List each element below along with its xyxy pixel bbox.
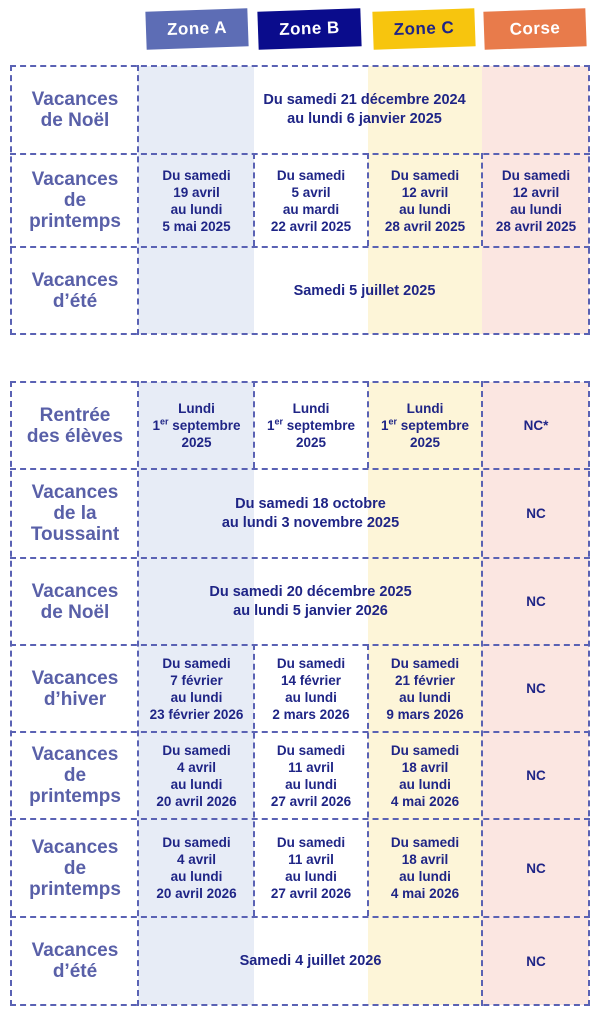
noel-2025-dates: Du samedi 20 décembre 2025 au lundi 5 janvier 2026	[209, 583, 412, 619]
hiver-corse: NC	[526, 681, 546, 696]
rentree-corse: NC*	[523, 418, 549, 433]
zone-a-tag: Zone A	[145, 8, 248, 50]
row-label-rentree: Rentrée des élèves	[26, 404, 124, 447]
printemps-2026-corse: NC	[526, 768, 546, 783]
toussaint-corse: NC	[526, 506, 546, 521]
noel-2024-dates: Du samedi 21 décembre 2024 au lundi 6 janvier 2025	[263, 92, 466, 127]
hiver-zone-c: Du samedi 21 février au lundi 9 mars 2026	[386, 655, 464, 722]
corse-tag: Corse	[483, 8, 586, 50]
printemps-2026-repeat-zone-b: Du samedi 11 avril au lundi 27 avril 2026	[270, 835, 352, 901]
row-label-hiver: Vacances d’hiver	[31, 667, 119, 710]
printemps-2025-corse: Du samedi 12 avril au lundi 28 avril 2025	[495, 167, 577, 234]
rentree-zone-c: Lundi 1er septembre 2025	[380, 401, 470, 450]
row-label-noel-2025: Vacances de Noël	[31, 580, 119, 623]
ete-2026-dates: Samedi 4 juillet 2026	[239, 952, 382, 969]
row-label-ete-2026: Vacances d’été	[31, 940, 119, 982]
row-label-printemps-2026: Vacances de printemps	[29, 744, 121, 807]
printemps-2025-zone-b: Du samedi 5 avril au mardi 22 avril 2025	[270, 167, 352, 234]
ete-2025-dates: Samedi 5 juillet 2025	[293, 282, 436, 299]
row-label-printemps-2025: Vacances de printemps	[29, 169, 121, 232]
row-label-printemps-2026-repeat: Vacances de printemps	[29, 836, 121, 900]
ete-2026-corse: NC	[526, 953, 546, 969]
printemps-2026-repeat-zone-a: Du samedi 4 avril au lundi 20 avril 2026	[156, 835, 237, 901]
noel-2025-corse: NC	[526, 594, 546, 609]
printemps-2026-repeat-zone-c: Du samedi 18 avril au lundi 4 mai 2026	[390, 835, 460, 901]
rentree-zone-a: Lundi 1er septembre 2025	[152, 401, 241, 450]
printemps-2025-zone-c: Du samedi 12 avril au lundi 28 avril 2025	[384, 167, 466, 234]
printemps-2026-zone-c: Du samedi 18 avril au lundi 4 mai 2026	[390, 742, 460, 809]
row-label-ete-2025: Vacances d’été	[31, 270, 119, 312]
toussaint-dates: Du samedi 18 octobre au lundi 3 novembre 2025	[221, 495, 400, 531]
printemps-2026-repeat-corse: NC	[526, 860, 546, 876]
printemps-2026-zone-b: Du samedi 11 avril au lundi 27 avril 2026	[270, 742, 352, 809]
hiver-zone-a: Du samedi 7 février au lundi 23 février 2026	[149, 655, 244, 722]
zone-b-tag: Zone B	[257, 8, 361, 50]
printemps-2026-zone-a: Du samedi 4 avril au lundi 20 avril 2026	[156, 742, 237, 809]
hiver-zone-b: Du samedi 14 février au lundi 2 mars 2026	[272, 655, 350, 722]
printemps-2025-zone-a: Du samedi 19 avril au lundi 5 mai 2025	[162, 167, 231, 234]
rentree-zone-b: Lundi 1er septembre 2025	[266, 401, 356, 450]
row-label-toussaint: Vacances de la Toussaint	[30, 482, 120, 545]
row-label-noel-2024: Vacances de Noël	[31, 89, 119, 131]
zone-c-tag: Zone C	[372, 8, 475, 50]
